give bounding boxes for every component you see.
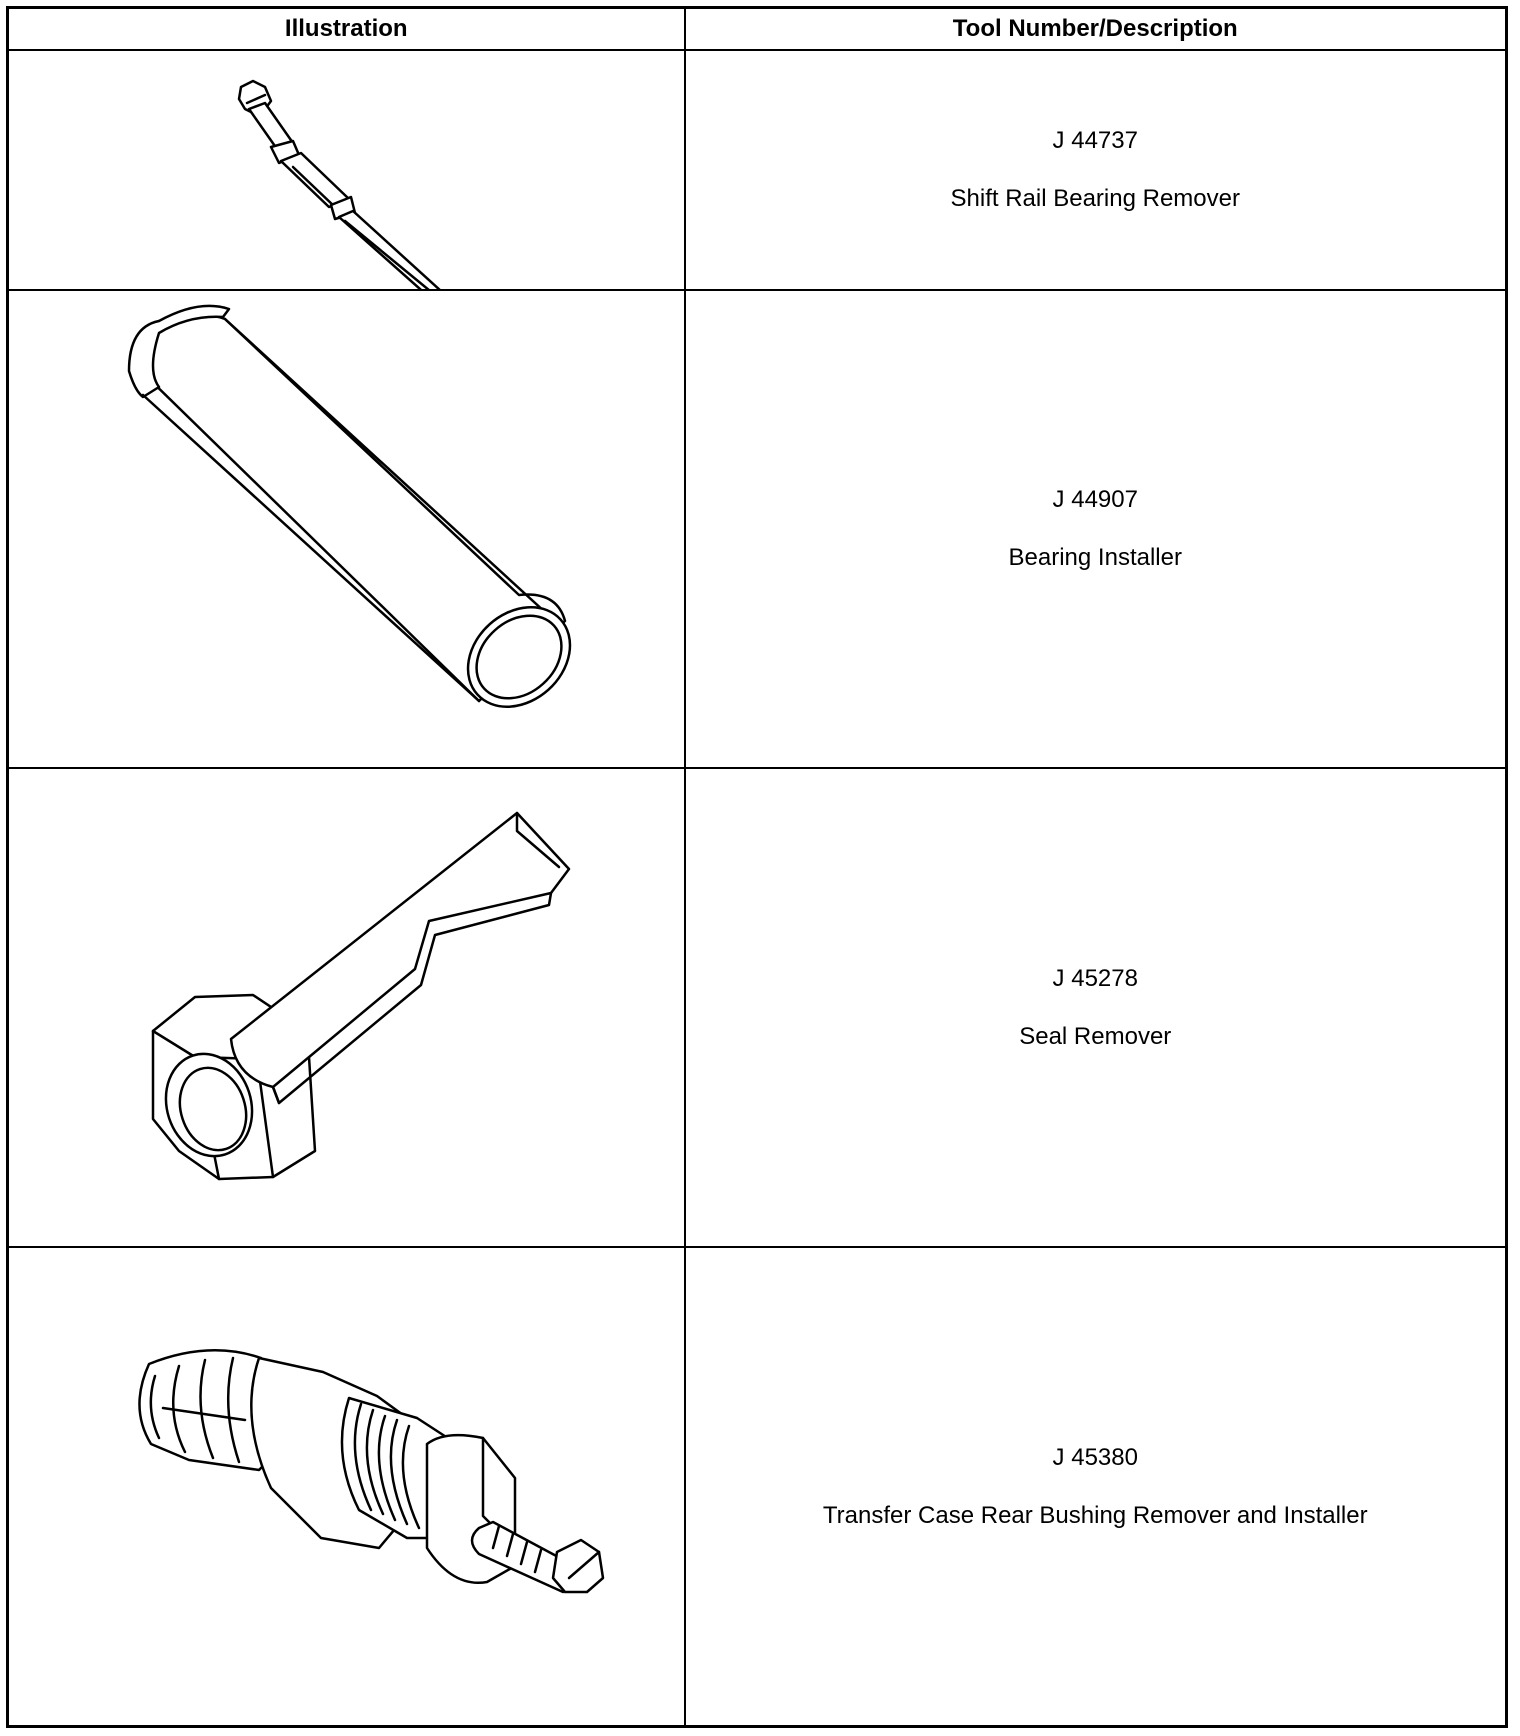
illustration-cell [8, 290, 685, 768]
table-row [8, 50, 1507, 290]
seal-remover-illustration [9, 769, 686, 1246]
tool-number: J 45278 [1052, 964, 1138, 992]
illustration-cell [8, 50, 685, 290]
illustration-header: Illustration [8, 8, 685, 51]
tool-description: Seal Remover [1019, 1022, 1172, 1050]
tool-description-cell [685, 290, 1507, 768]
tool-description: Bearing Installer [1008, 544, 1182, 571]
bearing-installer-illustration [9, 291, 686, 767]
tool-description-header: Tool Number/Description [685, 8, 1507, 51]
tool-number: J 44737 [1052, 127, 1138, 154]
table-row [8, 290, 1507, 768]
table-row [8, 768, 1507, 1247]
tool-description-cell [685, 768, 1507, 1247]
tool-description: Shift Rail Bearing Remover [950, 185, 1240, 212]
tool-description-cell [685, 1247, 1507, 1727]
tool-description: Transfer Case Rear Bushing Remover and Installer [822, 1501, 1368, 1529]
table-row [8, 1247, 1507, 1727]
tool-number: J 44907 [1052, 486, 1138, 513]
bushing-remover-installer-illustration [9, 1248, 686, 1725]
header-row [8, 8, 1507, 51]
illustration-cell [8, 768, 685, 1247]
tool-description-cell [685, 50, 1507, 290]
tool-number: J 45380 [1052, 1443, 1138, 1471]
special-tools-table [6, 6, 1508, 1728]
illustration-cell [8, 1247, 685, 1727]
shift-rail-bearing-remover-illustration [9, 51, 686, 289]
